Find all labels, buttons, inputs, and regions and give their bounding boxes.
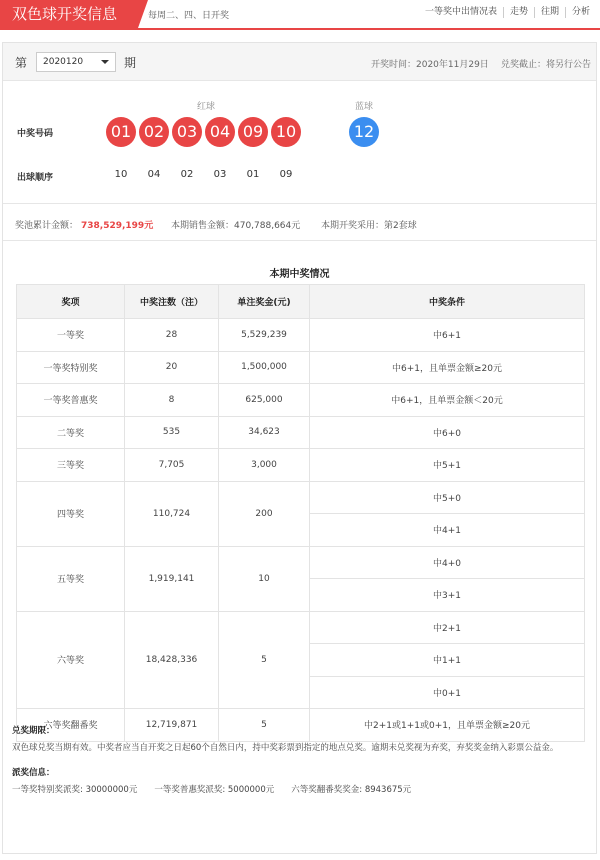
win-condition: 中5+1 [310, 449, 585, 482]
sales-amount: 本期销售金额：470,788,664元 [171, 221, 301, 231]
prize-table [16, 284, 585, 742]
table-header-row [17, 285, 585, 319]
win-count: 20 [125, 351, 219, 384]
nav-analysis[interactable]: 分析 [565, 7, 596, 18]
win-count: 12,719,871 [125, 709, 219, 742]
prize-amount: 625,000 [219, 384, 310, 417]
order-number: 04 [147, 169, 161, 180]
pool-amount: 738,529,199元 [81, 221, 154, 231]
table-row [17, 449, 585, 482]
pool-info [3, 203, 596, 241]
claim-period-text: 双色球兑奖当期有效。中奖者应当自开奖之日起60个自然日内，持中奖彩票到指定的地点兑奖。逾期未兑奖视为弃奖，弃奖奖金纳入彩票公益金。 [12, 743, 559, 753]
prize-amount: 34,623 [219, 416, 310, 449]
chevron-down-icon [101, 60, 109, 64]
table-row [17, 546, 585, 579]
payout-text: 一等奖特别奖派奖: 30000000元 一等奖普惠奖派奖: 5000000元 六等奖翻番奖奖金: 8943675元 [12, 785, 412, 795]
claim-period-title: 兑奖期限： [12, 726, 55, 736]
win-condition: 中3+1 [310, 579, 585, 612]
win-condition: 中4+0 [310, 546, 585, 579]
red-ball: 01 [106, 117, 136, 147]
col-header-condition: 中奖条件 [310, 285, 585, 319]
page-header [0, 0, 600, 30]
win-condition: 中2+1或1+1或0+1，且单票金额≥20元 [310, 709, 585, 742]
red-ball: 04 [205, 117, 235, 147]
nav-trend[interactable]: 走势 [503, 7, 534, 18]
issue-bar [3, 43, 596, 81]
table-row [17, 416, 585, 449]
payout-title: 派奖信息： [12, 768, 55, 778]
prize-amount: 5 [219, 611, 310, 709]
prize-name: 一等奖特别奖 [17, 351, 125, 384]
table-row [17, 611, 585, 644]
win-count: 1,919,141 [125, 546, 219, 611]
draw-schedule: 每周二、四、日开奖 [148, 11, 230, 21]
prize-amount: 200 [219, 481, 310, 546]
col-header-count: 中奖注数（注） [125, 285, 219, 319]
prize-name: 二等奖 [17, 416, 125, 449]
winning-numbers-label: 中奖号码 [17, 129, 54, 139]
red-ball: 10 [271, 117, 301, 147]
prize-name: 六等奖翻番奖 [17, 709, 125, 742]
win-condition: 中6+0 [310, 416, 585, 449]
issue-select[interactable] [36, 52, 116, 72]
order-number: 09 [279, 169, 293, 180]
win-count: 18,428,336 [125, 611, 219, 709]
nav-history[interactable]: 往期 [534, 7, 565, 18]
prize-amount: 5 [219, 709, 310, 742]
win-condition: 中6+1，且单票金额＜20元 [310, 384, 585, 417]
ball-set-info: 本期开奖采用：第2套球 [321, 221, 417, 231]
issue-suffix: 期 [124, 56, 137, 70]
top-nav [419, 7, 596, 18]
notes-section [12, 724, 587, 808]
col-header-amount: 单注奖金(元) [219, 285, 310, 319]
win-condition: 中0+1 [310, 676, 585, 709]
win-condition: 中6+1，且单票金额≥20元 [310, 351, 585, 384]
prize-name: 五等奖 [17, 546, 125, 611]
nav-first-prize-table[interactable]: 一等奖中出情况表 [424, 7, 497, 17]
win-condition: 中1+1 [310, 644, 585, 677]
prize-name: 六等奖 [17, 611, 125, 709]
order-number: 02 [180, 169, 194, 180]
claim-deadline: 兑奖截止：将另行公告 [501, 60, 592, 70]
red-ball: 09 [238, 117, 268, 147]
order-number: 03 [213, 169, 227, 180]
prize-name: 一等奖 [17, 319, 125, 352]
prize-name: 一等奖普惠奖 [17, 384, 125, 417]
table-row [17, 351, 585, 384]
prize-amount: 10 [219, 546, 310, 611]
win-condition: 中6+1 [310, 319, 585, 352]
table-row [17, 384, 585, 417]
table-row [17, 481, 585, 514]
prize-amount: 3,000 [219, 449, 310, 482]
prize-table-title: 本期中奖情况 [269, 269, 330, 280]
win-count: 8 [125, 384, 219, 417]
order-number: 01 [246, 169, 260, 180]
prize-name: 四等奖 [17, 481, 125, 546]
prize-name: 三等奖 [17, 449, 125, 482]
issue-number: 2020120 [43, 57, 84, 67]
win-condition: 中5+0 [310, 481, 585, 514]
win-count: 110,724 [125, 481, 219, 546]
draw-order-label: 出球顺序 [17, 173, 54, 183]
win-count: 28 [125, 319, 219, 352]
prize-amount: 5,529,239 [219, 319, 310, 352]
blue-ball-label: 蓝球 [355, 102, 374, 112]
col-header-prize: 奖项 [17, 285, 125, 319]
red-ball-label: 红球 [197, 102, 216, 112]
red-ball: 02 [139, 117, 169, 147]
win-count: 535 [125, 416, 219, 449]
red-ball: 03 [172, 117, 202, 147]
win-condition: 中2+1 [310, 611, 585, 644]
win-count: 7,705 [125, 449, 219, 482]
blue-ball: 12 [349, 117, 379, 147]
page-title: 双色球开奖信息 [0, 0, 138, 28]
draw-date: 开奖时间：2020年11月29日 [371, 60, 489, 70]
win-condition: 中4+1 [310, 514, 585, 547]
table-row [17, 319, 585, 352]
prize-amount: 1,500,000 [219, 351, 310, 384]
pool-label: 奖池累计金额： [15, 221, 79, 231]
order-number: 10 [114, 169, 128, 180]
issue-prefix: 第 [15, 56, 28, 70]
